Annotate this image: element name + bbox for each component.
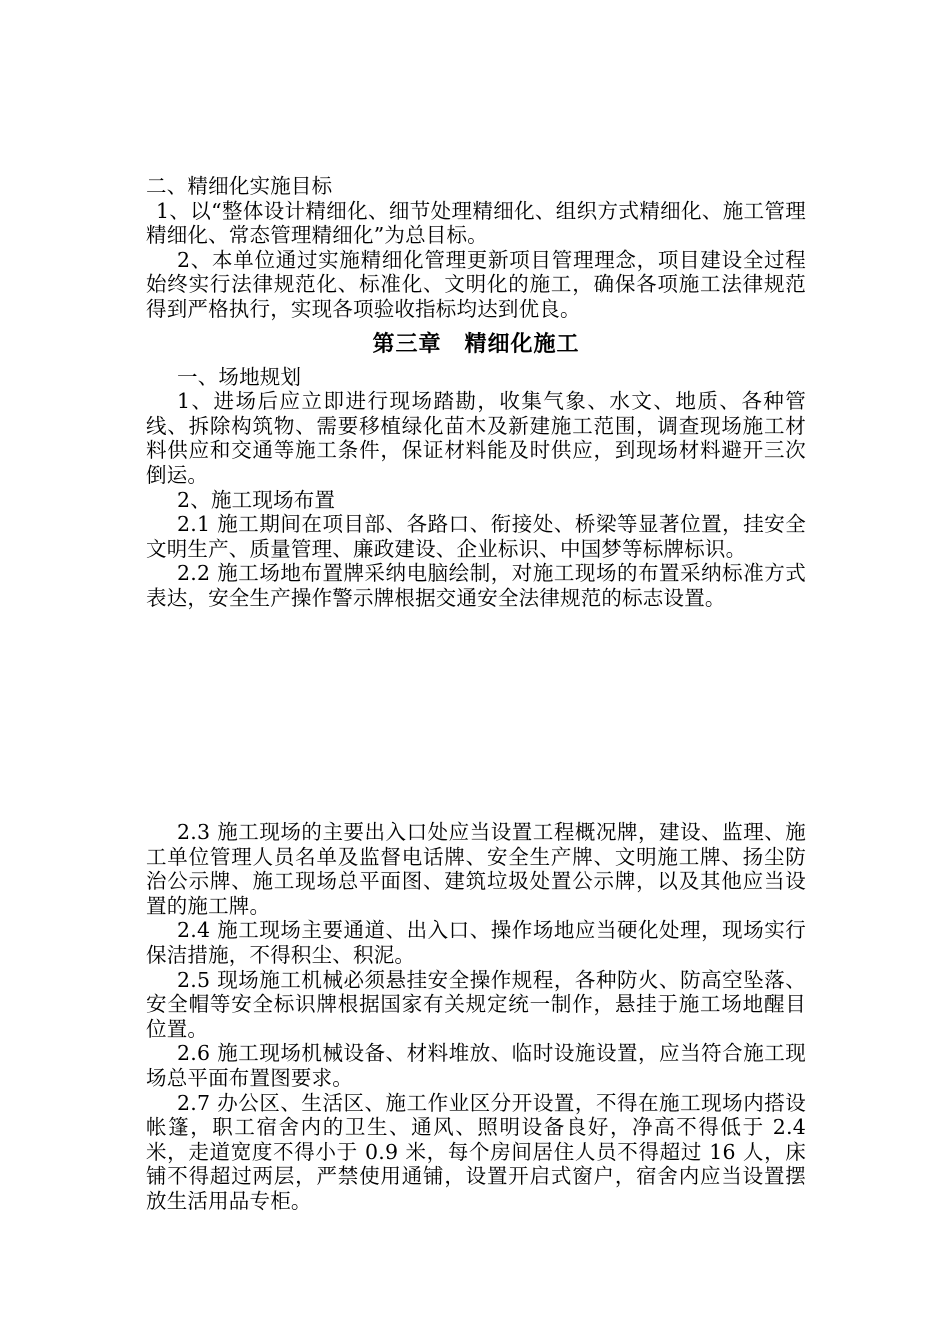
paragraph-2-3: 2.3 施工现场的主要出入口处应当设置工程概况牌，建设、监理、施工单位管理人员名单及监督电话牌、安全生产牌、文明施工牌、扬尘防治公示牌、施工现场总平面图、建筑垃圾处置公示牌，以及其他应当设置的施工牌。 [146,820,806,918]
subheading-site-layout: 2、施工现场布置 [177,487,336,512]
section-heading-site-planning: 一、场地规划 [177,364,302,389]
paragraph-goal-1: 1、以“整体设计精细化、细节处理精细化、组织方式精细化、施工管理精细化、常态管理精细化”为总目标。 [146,198,806,248]
paragraph-2-1: 2.1 施工期间在项目部、各路口、衔接处、桥梁等显著位置，挂安全文明生产、质量管理、廉政建设、企业标识、中国梦等标牌标识。 [146,512,806,561]
paragraph-site-survey: 1、进场后应立即进行现场踏勘，收集气象、水文、地质、各种管线、拆除构筑物、需要移植绿化苗木及新建施工范围，调查现场施工材料供应和交通等施工条件，保证材料能及时供应，到现场材料避开三次倒运。 [146,389,806,487]
paragraph-2-7: 2.7 办公区、生活区、施工作业区分开设置，不得在施工现场内搭设帐篷，职工宿舍内的卫生、通风、照明设备良好，净高不得低于 2.4 米，走道宽度不得小于 0.9 米，每个房间居住人员不得超过 16 人，床铺不得超过两层，严禁使用通铺，设置开启式窗户，宿舍内应当设置摆放生活用品专柜。 [146,1090,806,1213]
paragraph-2-2: 2.2 施工场地布置牌采纳电脑绘制，对施工现场的布置采纳标准方式表达，安全生产操作警示牌根据交通安全法律规范的标志设置。 [146,561,806,610]
paragraph-2-6: 2.6 施工现场机械设备、材料堆放、临时设施设置，应当符合施工现场总平面布置图要求。 [146,1041,806,1090]
paragraph-goal-2: 2、本单位通过实施精细化管理更新项目管理理念，项目建设全过程始终实行法律规范化、标准化、文明化的施工，确保各项施工法律规范得到严格执行，实现各项验收指标均达到优良。 [146,247,806,321]
section-heading-goals: 二、精细化实施目标 [146,174,333,198]
text-block-upper [146,174,806,611]
paragraph-2-5: 2.5 现场施工机械必须悬挂安全操作规程，各种防火、防高空坠落、安全帽等安全标识牌根据国家有关规定统一制作，悬挂于施工场地醒目位置。 [146,967,806,1041]
chapter-title: 第三章 精细化施工 [372,330,580,357]
paragraph-2-4: 2.4 施工现场主要通道、出入口、操作场地应当硬化处理，现场实行保洁措施，不得积尘、积泥。 [146,918,806,967]
text-block-lower [146,820,806,1214]
